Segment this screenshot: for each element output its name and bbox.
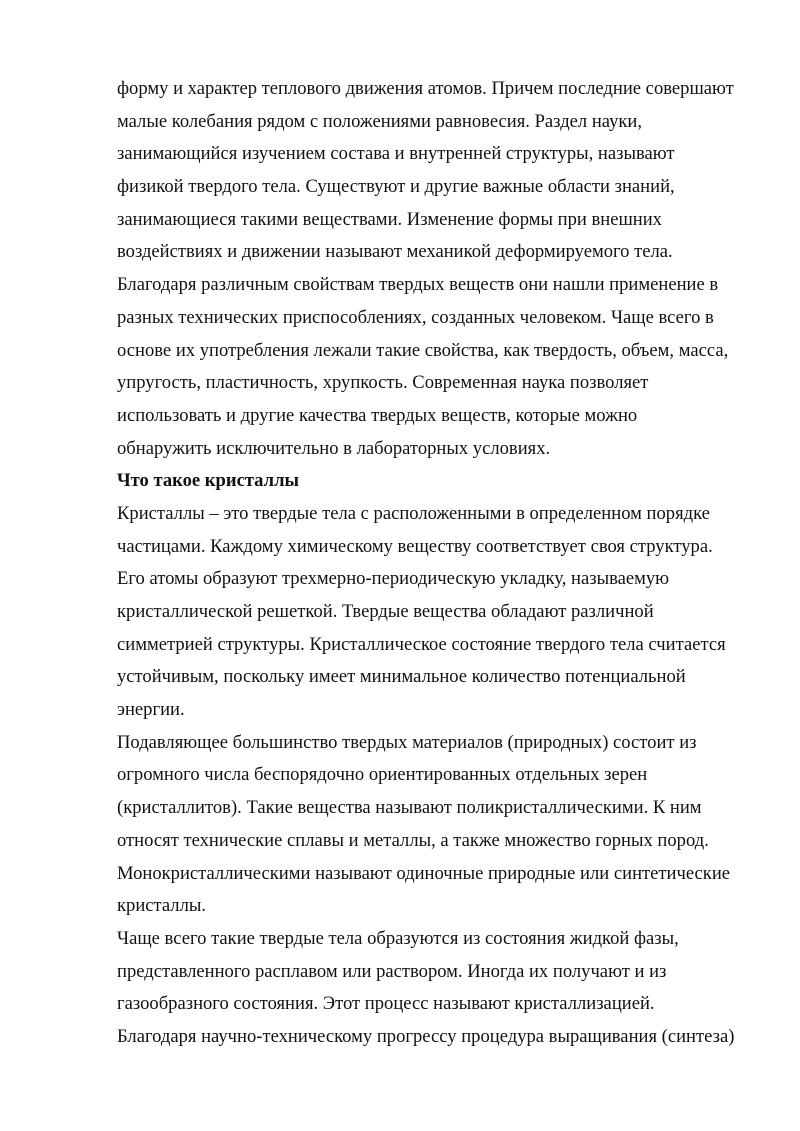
text-line: основе их употребления лежали такие свойства, как твердость, объем, масса,: [117, 339, 729, 361]
text-line: малые колебания рядом с положениями равновесия. Раздел науки,: [117, 110, 643, 132]
text-line: энергии.: [117, 699, 185, 721]
text-line: (кристаллитов). Такие вещества называют поликристаллическими. К ним: [117, 797, 702, 819]
text-line: устойчивым, поскольку имеет минимальное количество потенциальной: [117, 666, 686, 688]
text-line: занимающиеся такими веществами. Изменение формы при внешних: [117, 208, 662, 230]
text-line: Благодаря научно-техническому прогрессу процедура выращивания (синтеза): [117, 1025, 735, 1047]
text-line: частицами. Каждому химическому веществу соответствует своя структура.: [117, 535, 713, 557]
text-line: Подавляющее большинство твердых материалов (природных) состоит из: [117, 731, 697, 753]
text-line: кристаллы.: [117, 895, 207, 917]
text-line: огромного числа беспорядочно ориентированных отдельных зерен: [117, 764, 648, 786]
text-line: представленного расплавом или раствором. Иногда их получают и из: [117, 960, 667, 982]
text-line: форму и характер теплового движения атомов. Причем последние совершают: [117, 78, 734, 99]
text-line: газообразного состояния. Этот процесс называют кристаллизацией.: [117, 993, 655, 1015]
text-line: упругость, пластичность, хрупкость. Современная наука позволяет: [117, 372, 649, 394]
text-line: физикой твердого тела. Существуют и другие важные области знаний,: [117, 176, 675, 198]
text-line: симметрией структуры. Кристаллическое состояние твердого тела считается: [117, 633, 726, 655]
text-line: занимающийся изучением состава и внутренней структуры, называют: [117, 143, 675, 165]
text-line: обнаружить исключительно в лабораторных условиях.: [117, 437, 551, 459]
text-line: Монокристаллическими называют одиночные природные или синтетические: [117, 862, 731, 884]
text-line: использовать и другие качества твердых веществ, которые можно: [117, 404, 638, 426]
text-line: кристаллической решеткой. Твердые вещества обладают различной: [117, 601, 654, 622]
document-page: [117, 73, 747, 1054]
text-line: Кристаллы – это твердые тела с расположенными в определенном порядке: [117, 502, 710, 524]
text-line: Благодаря различным свойствам твердых веществ они нашли применение в: [117, 274, 719, 296]
text-line: Его атомы образуют трехмерно-периодическую укладку, называемую: [117, 568, 670, 590]
section-heading: Что такое кристаллы: [117, 470, 300, 492]
text-line: воздействиях и движении называют механикой деформируемого тела.: [117, 241, 673, 263]
text-line: относят технические сплавы и металлы, а также множество горных пород.: [117, 829, 709, 851]
text-line: Чаще всего такие твердые тела образуются из состояния жидкой фазы,: [117, 927, 679, 949]
text-line: разных технических приспособлениях, созданных человеком. Чаще всего в: [117, 306, 714, 328]
